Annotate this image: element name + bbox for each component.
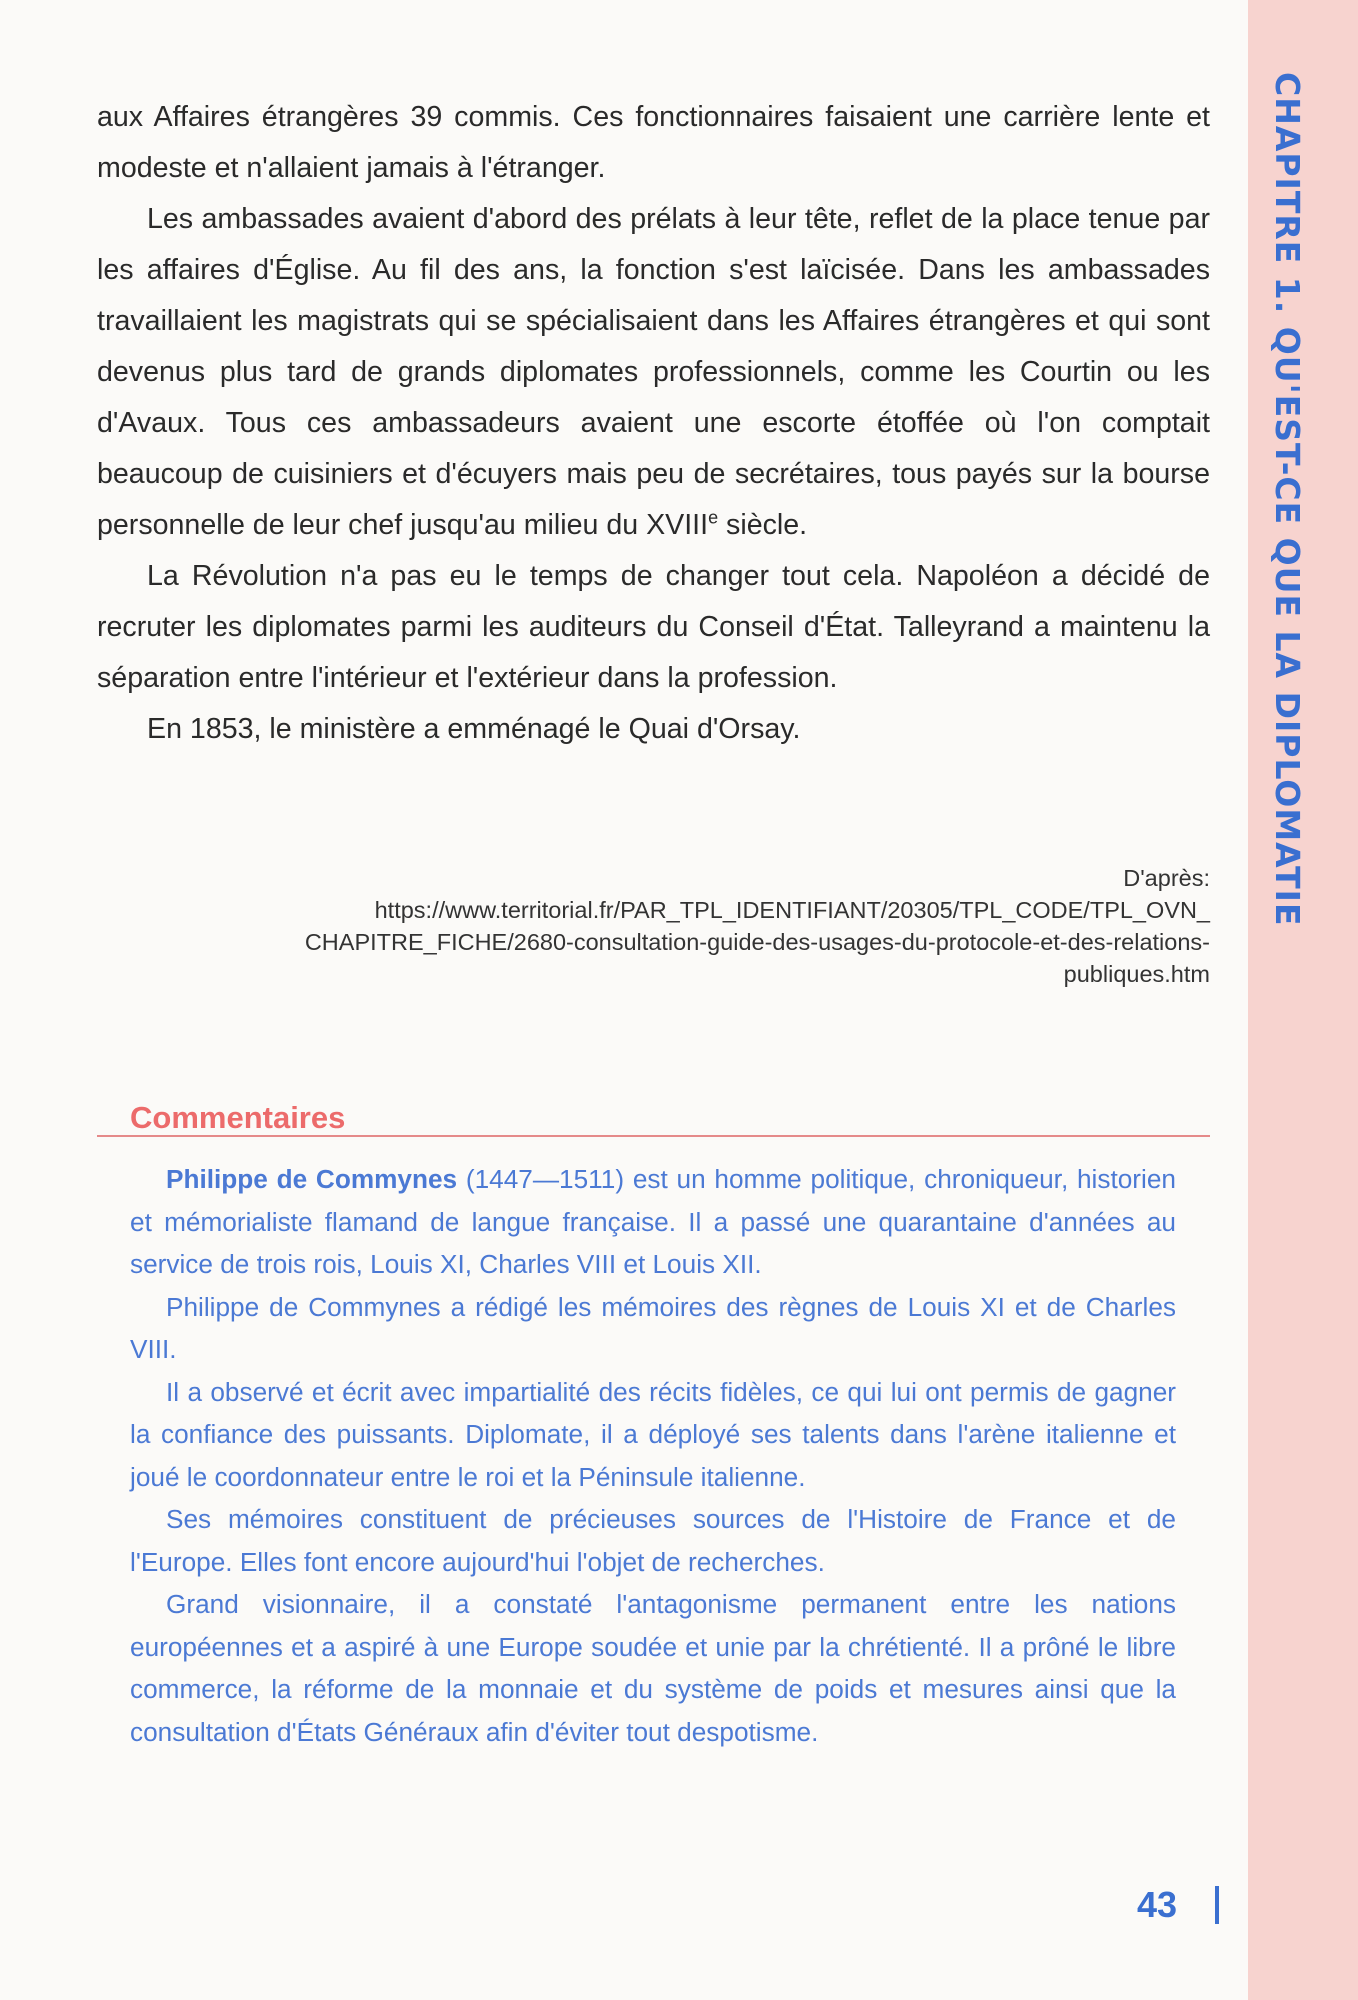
comments-heading: Commentaires xyxy=(130,1100,346,1135)
body-paragraph-2 xyxy=(97,194,1210,551)
source-prefix: D'après: xyxy=(1123,865,1210,891)
comment-paragraph-1 xyxy=(130,1158,1176,1286)
body-text xyxy=(97,92,1210,755)
source-citation xyxy=(97,862,1210,990)
comment-paragraph-3: Il a observé et écrit avec impartialité des récits fidèles, ce qui lui ont permis de gagner la confiance des puissants. Diplomate, il a déployé ses talents dans l'arène italienne et joué le coordonnateur entre le roi et la Péninsule italienne. xyxy=(130,1376,1176,1492)
body-paragraph-2-text: Les ambassades avaient d'abord des prélats à leur tête, reflet de la place tenue par les affaires d'Église. Au fil des ans, la fonction s'est laïcisée. Dans les ambassades travaillaient les magistrats qui se spécialisaient dans les Affaires étrangères et qui sont devenus plus tard de grands diplomates professionnels, comme les Courtin ou les d'Avaux. Tous ces ambassadeurs avaient une escorte étoffée où l'on comptait beaucoup de cuisiniers et d'écuyers mais peu de secrétaires, tous payés sur la bourse personnelle de leur chef jusqu'au milieu du XVIII xyxy=(97,203,1210,541)
source-url-line-2: CHAPITRE_FICHE/2680-consultation-guide-des-usages-du-protocole-et-des-relations- xyxy=(304,929,1210,955)
source-url-line-1: https://www.territorial.fr/PAR_TPL_IDENTIFIANT/20305/TPL_CODE/TPL_OVN_ xyxy=(374,897,1210,923)
body-paragraph-4: En 1853, le ministère a emménagé le Quai d'Orsay. xyxy=(147,713,801,745)
source-url-line-3: publiques.htm xyxy=(1063,961,1210,987)
comment-paragraph-5: Grand visionnaire, il a constaté l'antagonisme permanent entre les nations européennes et a aspiré à une Europe soudée et unie par la chrétienté. Il a prôné le libre commerce, la réforme de la monnaie et du système de poids et mesures ainsi que la consultation d'États Généraux afin d'éviter tout despotisme. xyxy=(130,1589,1176,1747)
century-superscript: e xyxy=(708,507,719,528)
comment-paragraph-1-text: (1447—1511) est un homme politique, chroniqueur, historien et mémorialiste flamand de langue française. Il a passé une quarantaine d'années au service de trois rois, Louis XI, Charles VIII et Louis XII. xyxy=(130,1164,1176,1279)
comments-divider xyxy=(97,1135,1210,1137)
comment-paragraph-4: Ses mémoires constituent de précieuses sources de l'Histoire de France et de l'Europe. Elles font encore aujourd'hui l'objet de recherches. xyxy=(130,1504,1176,1577)
page-number: 43 xyxy=(1137,1884,1178,1925)
page-number-bar xyxy=(1215,1886,1219,1924)
body-paragraph-1: aux Affaires étrangères 39 commis. Ces fonctionnaires faisaient une carrière lente et modeste et n'allaient jamais à l'étranger. xyxy=(97,101,1210,184)
body-paragraph-3: La Révolution n'a pas eu le temps de changer tout cela. Napoléon a décidé de recruter les diplomates parmi les auditeurs du Conseil d'État. Talleyrand a maintenu la séparation entre l'intérieur et l'extérieur dans la profession. xyxy=(97,560,1210,694)
person-name: Philippe de Commynes xyxy=(166,1164,458,1194)
comments-section xyxy=(130,1158,1176,1753)
century-suffix: siècle. xyxy=(718,509,808,541)
comment-paragraph-2: Philippe de Commynes a rédigé les mémoires des règnes de Louis XI et de Charles VIII. xyxy=(130,1291,1176,1364)
chapter-title: CHAPITRE 1. QU'EST-CE QUE LA DIPLOMATIE xyxy=(1268,72,1307,927)
